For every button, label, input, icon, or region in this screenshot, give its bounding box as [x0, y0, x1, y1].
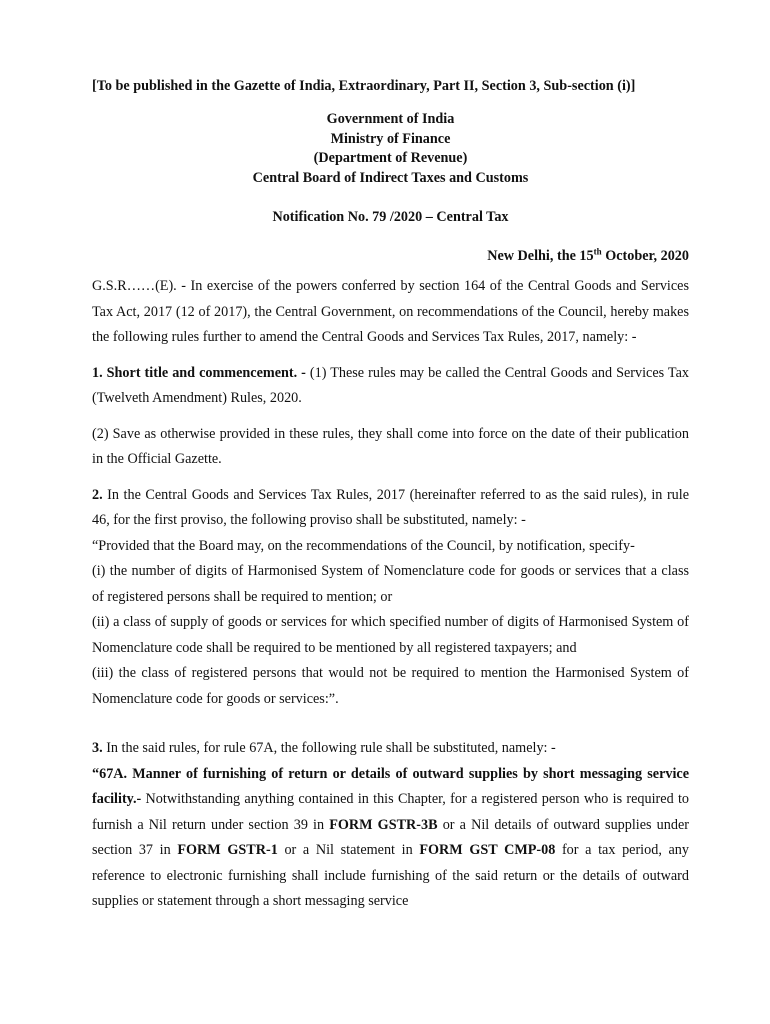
section-3-text: In the said rules, for rule 67A, the following rule shall be substituted, namely: -: [102, 740, 556, 756]
section-2-number: 2.: [92, 486, 103, 503]
authority-line-government: Government of India: [326, 111, 455, 127]
rule-67a-paragraph: [92, 762, 689, 915]
rule-67a-heading: “67A. Manner of furnishing of return or details of outward supplies by short messaging service facility.-: [92, 765, 689, 807]
authority-line-board: Central Board of Indirect Taxes and Customs: [252, 169, 529, 186]
section-3-paragraph: [92, 736, 689, 762]
section-1-heading: 1. Short title and commencement. -: [92, 364, 306, 381]
section-2-item-iii: (iii) the class of registered persons that would not be required to mention the Harmonised System of Nomenclature code for goods or services:”.: [92, 665, 689, 707]
gazette-header: [To be published in the Gazette of India, Extraordinary, Part II, Section 3, Sub-section (i)]: [92, 78, 636, 94]
date-prefix: New Delhi, the 15: [487, 248, 594, 264]
section-2-text: In the Central Goods and Services Tax Rules, 2017 (hereinafter referred to as the said rules), in rule 46, for the first proviso, the following proviso shall be substituted, namely: -: [92, 486, 689, 528]
form-gstr-1: FORM GSTR-1: [177, 842, 278, 858]
date-suffix: October, 2020: [601, 248, 689, 264]
form-gstr-3b: FORM GSTR-3B: [329, 816, 438, 833]
notification-date: [92, 246, 689, 266]
preamble-paragraph: G.S.R……(E). - In exercise of the powers conferred by section 164 of the Central Goods and Services Tax Act, 2017 (12 of 2017), the Central Government, on recommendations of the Council, hereby makes the following rules further to amend the Central Goods and Services Tax Rules, 2017, namely: -: [92, 278, 689, 345]
notification-title: Notification No. 79 /2020 – Central Tax: [272, 209, 509, 225]
date-ordinal: th: [593, 246, 602, 257]
rule-67a-text-2: or a Nil details of outward supplies under section 37 in: [92, 816, 689, 858]
authority-line-ministry: Ministry of Finance: [330, 130, 451, 147]
authority-line-department: (Department of Revenue): [313, 150, 468, 166]
section-2-paragraph: [92, 483, 689, 534]
form-gst-cmp-08: FORM GST CMP-08: [419, 842, 556, 858]
document-page: [92, 76, 689, 915]
rule-67a-text-4: for a tax period, any reference to electronic furnishing shall include furnishing of the said return or the details of outward supplies or statement through a short messaging service: [92, 842, 689, 909]
section-1-subclause-2: (2) Save as otherwise provided in these rules, they shall come into force on the date of their publication in the Official Gazette.: [92, 425, 689, 467]
rule-67a-text-1: Notwithstanding anything contained in this Chapter, for a registered person who is required to furnish a Nil return under section 39 in: [92, 791, 689, 833]
rule-67a-text-3: or a Nil statement in: [277, 842, 420, 858]
section-2-proviso: “Provided that the Board may, on the recommendations of the Council, by notification, specify-: [92, 537, 635, 554]
section-1-paragraph: [92, 361, 689, 412]
section-2-item-i: (i) the number of digits of Harmonised System of Nomenclature code for goods or services that a class of registered persons shall be required to mention; or: [92, 563, 689, 605]
section-2-item-ii: (ii) a class of supply of goods or services for which specified number of digits of Harmonised System of Nomenclature code shall be required to be mentioned by all registered taxpayers; and: [92, 614, 689, 656]
section-1-text: (1) These rules may be called the Central Goods and Services Tax (Twelveth Amendment) Rules, 2020.: [92, 364, 689, 406]
section-3-number: 3.: [92, 740, 103, 756]
authority-block: [92, 110, 689, 188]
